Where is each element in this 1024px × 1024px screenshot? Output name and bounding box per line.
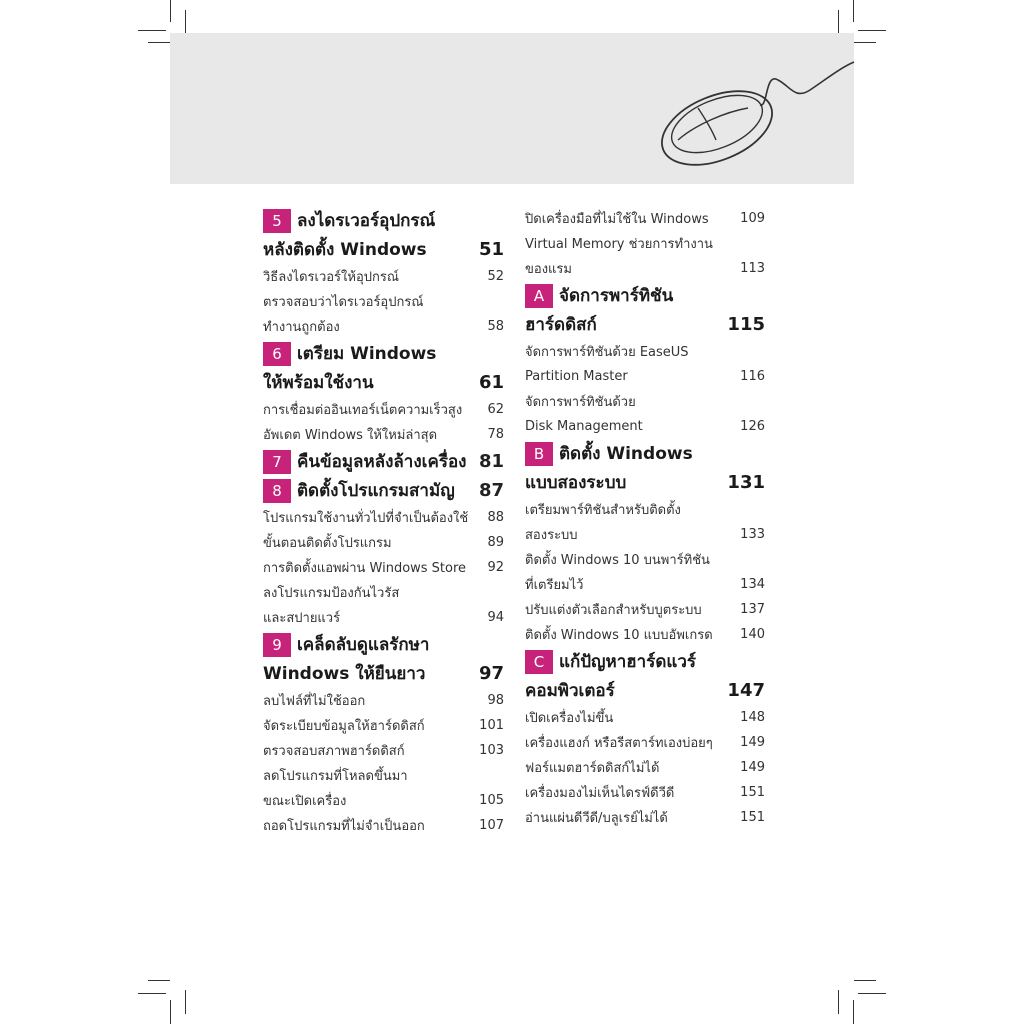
toc-item (525, 780, 765, 805)
chapter-title: หลังติดตั้ง Windows (263, 240, 427, 260)
toc-chapter-9-continued (525, 206, 765, 281)
toc-item-text: ทำงานถูกต้อง (263, 320, 340, 335)
toc-item-page: 62 (487, 402, 504, 417)
toc-item-page: 116 (740, 369, 765, 384)
chapter-title: คืนข้อมูลหลังล้างเครื่อง (297, 452, 467, 472)
chapter-title: แก้ปัญหาฮาร์ดแวร์ (559, 652, 697, 672)
toc-item (263, 788, 504, 813)
toc-item-page: 151 (740, 810, 765, 825)
toc-item (525, 622, 765, 647)
toc-chapter-9 (263, 630, 504, 838)
toc-item-page: 105 (479, 793, 504, 808)
toc-item-page: 113 (740, 261, 765, 276)
chapter-title: ลงไดรเวอร์อุปกรณ์ (297, 211, 436, 231)
toc-item (263, 580, 504, 605)
toc-item-text: ฟอร์แมตฮาร์ดดิสก์ไม่ได้ (525, 761, 660, 776)
crop-mark (148, 42, 170, 43)
crop-mark (138, 993, 166, 994)
toc-item-page: 89 (487, 535, 504, 550)
toc-item (263, 813, 504, 838)
toc-item-page: 151 (740, 785, 765, 800)
toc-item (525, 730, 765, 755)
toc-item-page: 94 (487, 610, 504, 625)
toc-item-text: และสปายแวร์ (263, 611, 341, 626)
toc-item-text: เครื่องแฮงก์ หรือรีสตาร์ทเองบ่อยๆ (525, 736, 713, 751)
toc-item-text: วิธีลงไดรเวอร์ให้อุปกรณ์ (263, 270, 399, 285)
toc-item-page: 103 (479, 743, 504, 758)
toc-item-text: ลบไฟล์ที่ไม่ใช้ออก (263, 694, 366, 709)
chapter-title: ฮาร์ดดิสก์ (525, 315, 597, 335)
crop-mark (854, 42, 876, 43)
toc-item-text: อ่านแผ่นดีวีดี/บลูเรย์ไม่ได้ (525, 811, 668, 826)
chapter-badge: 8 (263, 479, 291, 503)
chapter-title: จัดการพาร์ทิชัน (559, 286, 674, 306)
toc-item (525, 805, 765, 830)
toc-item-text: จัดการพาร์ทิชันด้วย (525, 395, 636, 410)
chapter-title: เตรียม Windows (297, 344, 437, 364)
chapter-title: ให้พร้อมใช้งาน (263, 373, 374, 393)
toc-item-text: Partition Master (525, 369, 628, 384)
crop-mark (170, 1000, 171, 1024)
toc-item-text: ที่เตรียมไว้ (525, 578, 584, 593)
chapter-page: 81 (478, 451, 504, 472)
crop-mark (854, 980, 876, 981)
toc-item-text: ติดตั้ง Windows 10 บนพาร์ทิชัน (525, 553, 710, 568)
toc-item-page: 140 (740, 627, 765, 642)
chapter-badge: 5 (263, 209, 291, 233)
crop-mark (185, 990, 186, 1014)
chapter-title: ติดตั้งโปรแกรมสามัญ (297, 481, 455, 501)
toc-item-text: อัพเดต Windows ให้ใหม่ล่าสุด (263, 428, 438, 443)
chapter-title: เคล็ดลับดูแลรักษา (297, 635, 430, 655)
toc-item-page: 58 (487, 319, 504, 334)
toc-right-column (525, 206, 765, 830)
toc-item-page: 148 (740, 710, 765, 725)
toc-appendix-b (525, 439, 765, 647)
crop-mark (138, 30, 166, 31)
toc-item (525, 497, 765, 522)
toc-item (263, 713, 504, 738)
toc-item (525, 522, 765, 547)
toc-item-page: 149 (740, 735, 765, 750)
chapter-title: แบบสองระบบ (525, 473, 627, 493)
toc-item (263, 688, 504, 713)
chapter-badge: A (525, 284, 553, 308)
toc-item-text: โปรแกรมใช้งานทั่วไปที่จำเป็นต้องใช้ (263, 511, 469, 526)
chapter-badge: 6 (263, 342, 291, 366)
chapter-title: Windows ให้ยืนยาว (263, 664, 426, 684)
chapter-title: คอมพิวเตอร์ (525, 681, 615, 701)
toc-item (263, 289, 504, 314)
toc-chapter-5 (263, 206, 504, 339)
toc-item-page: 133 (740, 527, 765, 542)
crop-mark (148, 980, 170, 981)
toc-item (263, 422, 504, 447)
crop-mark (185, 10, 186, 35)
toc-item (525, 256, 765, 281)
toc-item (525, 339, 765, 364)
toc-item-page: 78 (487, 427, 504, 442)
chapter-badge: C (525, 650, 553, 674)
toc-item-page: 101 (479, 718, 504, 733)
crop-mark (170, 0, 171, 22)
toc-item (263, 505, 504, 530)
toc-item (263, 555, 504, 580)
toc-item-page: 137 (740, 602, 765, 617)
chapter-page: 115 (727, 314, 765, 335)
toc-item (263, 314, 504, 339)
toc-item (525, 547, 765, 572)
toc-chapter-8 (263, 476, 504, 630)
crop-mark (853, 1000, 854, 1024)
toc-item-page: 134 (740, 577, 765, 592)
toc-item-text: ถอดโปรแกรมที่ไม่จำเป็นออก (263, 819, 425, 834)
chapter-badge: B (525, 442, 553, 466)
toc-item (263, 264, 504, 289)
toc-item-page: 52 (487, 269, 504, 284)
chapter-badge: 7 (263, 450, 291, 474)
toc-item-text: เตรียมพาร์ทิชันสำหรับติดตั้ง (525, 503, 681, 518)
toc-item-page: 88 (487, 510, 504, 525)
toc-appendix-a (525, 281, 765, 439)
crop-mark (853, 0, 854, 22)
toc-item (263, 530, 504, 555)
crop-mark (838, 10, 839, 35)
chapter-badge: 9 (263, 633, 291, 657)
chapter-page: 87 (478, 480, 504, 501)
chapter-page: 51 (478, 239, 504, 260)
toc-item (525, 414, 765, 439)
toc-item-text: สองระบบ (525, 528, 578, 543)
toc-item-text: ตรวจสอบว่าไดรเวอร์อุปกรณ์ (263, 295, 424, 310)
toc-item (525, 572, 765, 597)
toc-appendix-c (525, 647, 765, 830)
toc-item (525, 364, 765, 389)
toc-item (525, 389, 765, 414)
toc-item-text: ขณะเปิดเครื่อง (263, 794, 347, 809)
toc-item-text: Disk Management (525, 419, 643, 434)
chapter-page: 131 (727, 472, 765, 493)
chapter-page: 147 (727, 680, 765, 701)
toc-chapter-6 (263, 339, 504, 447)
toc-item-text: ปิดเครื่องมือที่ไม่ใช้ใน Windows (525, 212, 709, 227)
toc-item-text: การติดตั้งแอพผ่าน Windows Store (263, 561, 467, 576)
crop-mark (858, 993, 886, 994)
toc-item (263, 738, 504, 763)
toc-item-page: 98 (487, 693, 504, 708)
toc-item-text: เครื่องมองไม่เห็นไดรฟ์ดีวีดี (525, 786, 675, 801)
toc-item-page: 109 (740, 211, 765, 226)
toc-item-text: เปิดเครื่องไม่ขึ้น (525, 711, 614, 726)
chapter-page: 61 (478, 372, 504, 393)
toc-item-text: จัดระเบียบข้อมูลให้ฮาร์ดดิสก์ (263, 719, 425, 734)
crop-mark (838, 990, 839, 1014)
toc-item-page: 126 (740, 419, 765, 434)
toc-item (263, 397, 504, 422)
toc-item-text: ปรับแต่งตัวเลือกสำหรับบูตระบบ (525, 603, 702, 618)
chapter-page: 97 (478, 663, 504, 684)
toc-item (525, 231, 765, 256)
toc-item-text: ลดโปรแกรมที่โหลดขึ้นมา (263, 769, 408, 784)
toc-item (525, 206, 765, 231)
toc-item-text: ขั้นตอนติดตั้งโปรแกรม (263, 536, 392, 551)
toc-item (525, 597, 765, 622)
crop-mark (858, 30, 886, 31)
toc-item (263, 763, 504, 788)
toc-left-column (263, 206, 504, 838)
toc-item (263, 605, 504, 630)
toc-item-page: 149 (740, 760, 765, 775)
toc-chapter-7 (263, 447, 504, 476)
computer-mouse-icon (640, 50, 860, 190)
toc-item-text: ของแรม (525, 262, 572, 277)
toc-item-text: ตรวจสอบสภาพฮาร์ดดิสก์ (263, 744, 405, 759)
toc-item (525, 755, 765, 780)
chapter-title: ติดตั้ง Windows (559, 444, 693, 464)
toc-item-text: จัดการพาร์ทิชันด้วย EaseUS (525, 345, 689, 360)
toc-item-text: ลงโปรแกรมป้องกันไวรัส (263, 586, 400, 601)
toc-item-page: 92 (487, 560, 504, 575)
toc-item-page: 107 (479, 818, 504, 833)
toc-item-text: Virtual Memory ช่วยการทำงาน (525, 237, 713, 252)
toc-item (525, 705, 765, 730)
toc-item-text: การเชื่อมต่ออินเทอร์เน็ตความเร็วสูง (263, 403, 463, 418)
toc-item-text: ติดตั้ง Windows 10 แบบอัพเกรด (525, 628, 713, 643)
